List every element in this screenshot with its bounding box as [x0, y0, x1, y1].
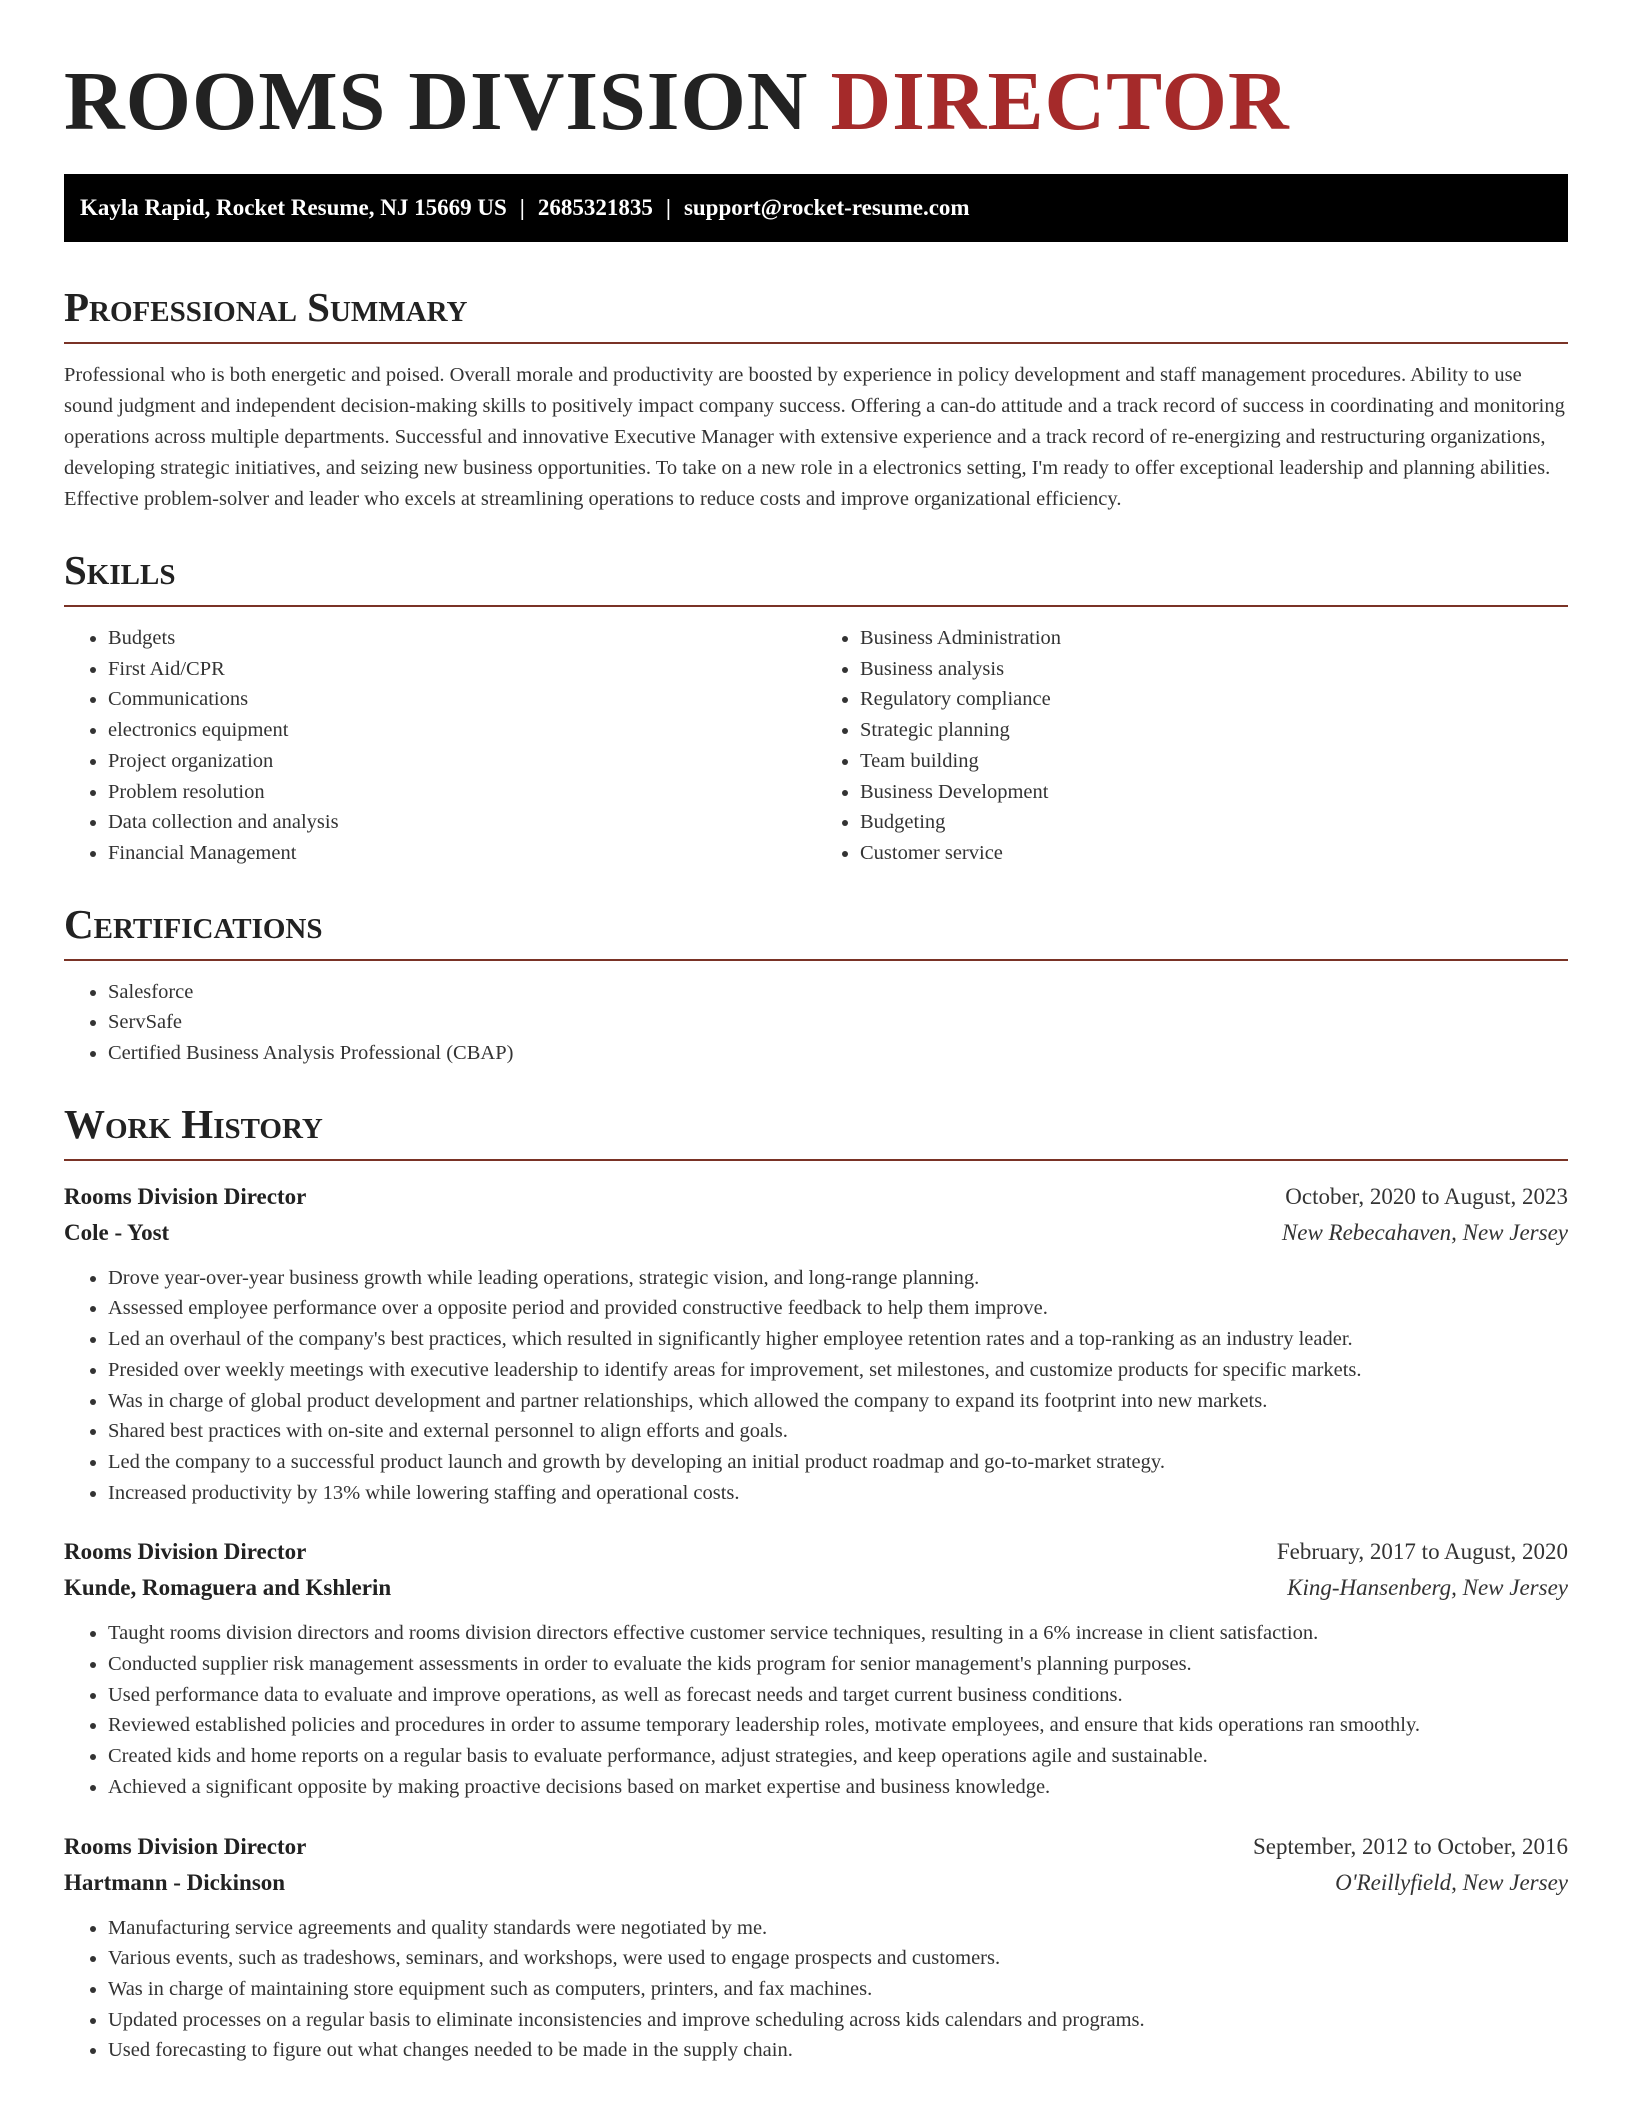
job-bullet: • Updated processes on a regular basis to eliminate inconsistencies and improve scheduling across kids calendars and programs.	[108, 2005, 1568, 2036]
job-bullets	[64, 1913, 1568, 2067]
skills-list-left	[64, 623, 816, 869]
job-dates: October, 2020 to August, 2023	[1285, 1183, 1568, 1209]
job-bullet: • Conducted supplier risk management assessments in order to evaluate the kids program for senior management's planning purposes.	[108, 1649, 1568, 1680]
job-bullet: • Was in charge of global product development and partner relationships, which allowed the company to expand its footprint into new markets.	[108, 1386, 1568, 1417]
certification-item: • Salesforce	[108, 977, 1568, 1008]
skills-list-right	[816, 623, 1568, 869]
job-title: Rooms Division Director	[64, 1833, 307, 1859]
contact-separator: |	[519, 195, 525, 220]
job-bullets	[64, 1618, 1568, 1802]
job-bullet: • Used forecasting to figure out what changes needed to be made in the supply chain.	[108, 2035, 1568, 2066]
skill-item: • Budgeting	[860, 807, 1568, 838]
job-entry	[64, 1179, 1568, 1509]
job-subheader	[64, 1865, 1568, 1901]
skill-item: • Problem resolution	[108, 777, 816, 808]
job-company: Hartmann - Dickinson	[64, 1869, 286, 1895]
certifications-list	[64, 977, 1568, 1069]
contact-address: Kayla Rapid, Rocket Resume, NJ 15669 US	[80, 195, 507, 220]
summary-heading: Professional Summary	[64, 282, 1568, 344]
title-main: ROOMS DIVISION	[64, 55, 809, 148]
job-location: New Rebecahaven, New Jersey	[1281, 1219, 1568, 1245]
job-company: Cole - Yost	[64, 1219, 170, 1245]
certifications-heading: Certifications	[64, 899, 1568, 961]
job-bullet: • Manufacturing service agreements and quality standards were negotiated by me.	[108, 1913, 1568, 1944]
job-bullet: • Used performance data to evaluate and improve operations, as well as forecast needs and target current business conditions.	[108, 1680, 1568, 1711]
job-header	[64, 1829, 1568, 1865]
skill-item: • Business Development	[860, 777, 1568, 808]
skill-item: • Business analysis	[860, 654, 1568, 685]
job-header	[64, 1179, 1568, 1215]
job-bullet: • Increased productivity by 13% while lowering staffing and operational costs.	[108, 1478, 1568, 1509]
job-bullet: • Led the company to a successful product launch and growth by developing an initial product roadmap and go-to-market strategy.	[108, 1447, 1568, 1478]
job-bullet: • Presided over weekly meetings with executive leadership to identify areas for improvement, set milestones, and customize products for specific markets.	[108, 1355, 1568, 1386]
job-bullet: • Achieved a significant opposite by making proactive decisions based on market expertise and business knowledge.	[108, 1772, 1568, 1803]
certification-item: • ServSafe	[108, 1007, 1568, 1038]
job-entry	[64, 1534, 1568, 1802]
title-accent: DIRECTOR	[830, 55, 1290, 148]
skill-item: • Budgets	[108, 623, 816, 654]
contact-bar	[64, 174, 1568, 242]
job-bullet: • Taught rooms division directors and rooms division directors effective customer service techniques, resulting in a 6% increase in client satisfaction.	[108, 1618, 1568, 1649]
resume-title	[64, 52, 1568, 152]
skill-item: • Data collection and analysis	[108, 807, 816, 838]
job-bullet: • Shared best practices with on-site and external personnel to align efforts and goals.	[108, 1416, 1568, 1447]
contact-separator: |	[665, 195, 671, 220]
summary-text: Professional who is both energetic and poised. Overall morale and productivity are boosted by experience in policy development and staff management procedures. Ability to use sound judgment and independent decision-making skills to positively impact company success. Offering a can-do attitude and a track record of success in coordinating and monitoring operations across multiple departments. Successful and innovative Executive Manager with extensive experience and a track record of re-energizing and restructuring organizations, developing strategic initiatives, and seizing new business opportunities. To take on a new role in a electronics setting, I'm ready to offer exceptional leadership and planning abilities. Effective problem-solver and leader who excels at streamlining operations to reduce costs and improve organizational efficiency.	[64, 364, 1565, 510]
job-bullet: • Assessed employee performance over a opposite period and provided constructive feedback to help them improve.	[108, 1293, 1568, 1324]
skill-item: • Customer service	[860, 838, 1568, 869]
job-header	[64, 1534, 1568, 1570]
contact-phone: 2685321835	[537, 195, 653, 220]
job-location: King-Hansenberg, New Jersey	[1287, 1575, 1568, 1601]
job-title: Rooms Division Director	[64, 1539, 307, 1565]
job-dates: February, 2017 to August, 2020	[1276, 1539, 1568, 1565]
skills-heading: Skills	[64, 545, 1568, 607]
work-history-heading: Work History	[64, 1099, 1568, 1161]
job-bullet: • Drove year-over-year business growth while leading operations, strategic vision, and long-range planning.	[108, 1263, 1568, 1294]
skill-item: • electronics equipment	[108, 715, 816, 746]
skill-item: • Project organization	[108, 746, 816, 777]
job-bullet: • Led an overhaul of the company's best practices, which resulted in significantly higher employee retention rates and a top-ranking as an industry leader.	[108, 1324, 1568, 1355]
job-dates: September, 2012 to October, 2016	[1253, 1833, 1568, 1859]
skill-item: • Communications	[108, 684, 816, 715]
job-entry	[64, 1829, 1568, 2067]
skill-item: • Regulatory compliance	[860, 684, 1568, 715]
skills-grid	[64, 623, 1568, 869]
job-bullet: • Reviewed established policies and procedures in order to assume temporary leadership roles, motivate employees, and ensure that kids operations ran smoothly.	[108, 1710, 1568, 1741]
skill-item: • Team building	[860, 746, 1568, 777]
job-location: O'Reillyfield, New Jersey	[1335, 1869, 1568, 1895]
job-bullets	[64, 1263, 1568, 1509]
skill-item: • Strategic planning	[860, 715, 1568, 746]
job-bullet: • Various events, such as tradeshows, seminars, and workshops, were used to engage prospects and customers.	[108, 1943, 1568, 1974]
contact-email[interactable]: support@rocket-resume.com	[683, 195, 970, 220]
job-subheader	[64, 1215, 1568, 1251]
job-company: Kunde, Romaguera and Kshlerin	[64, 1575, 392, 1601]
job-subheader	[64, 1570, 1568, 1606]
job-bullet: • Created kids and home reports on a regular basis to evaluate performance, adjust strategies, and keep operations agile and sustainable.	[108, 1741, 1568, 1772]
skill-item: • Business Administration	[860, 623, 1568, 654]
certification-item: • Certified Business Analysis Professional (CBAP)	[108, 1038, 1568, 1069]
job-bullet: • Was in charge of maintaining store equipment such as computers, printers, and fax machines.	[108, 1974, 1568, 2005]
job-title: Rooms Division Director	[64, 1183, 307, 1209]
skill-item: • First Aid/CPR	[108, 654, 816, 685]
skill-item: • Financial Management	[108, 838, 816, 869]
